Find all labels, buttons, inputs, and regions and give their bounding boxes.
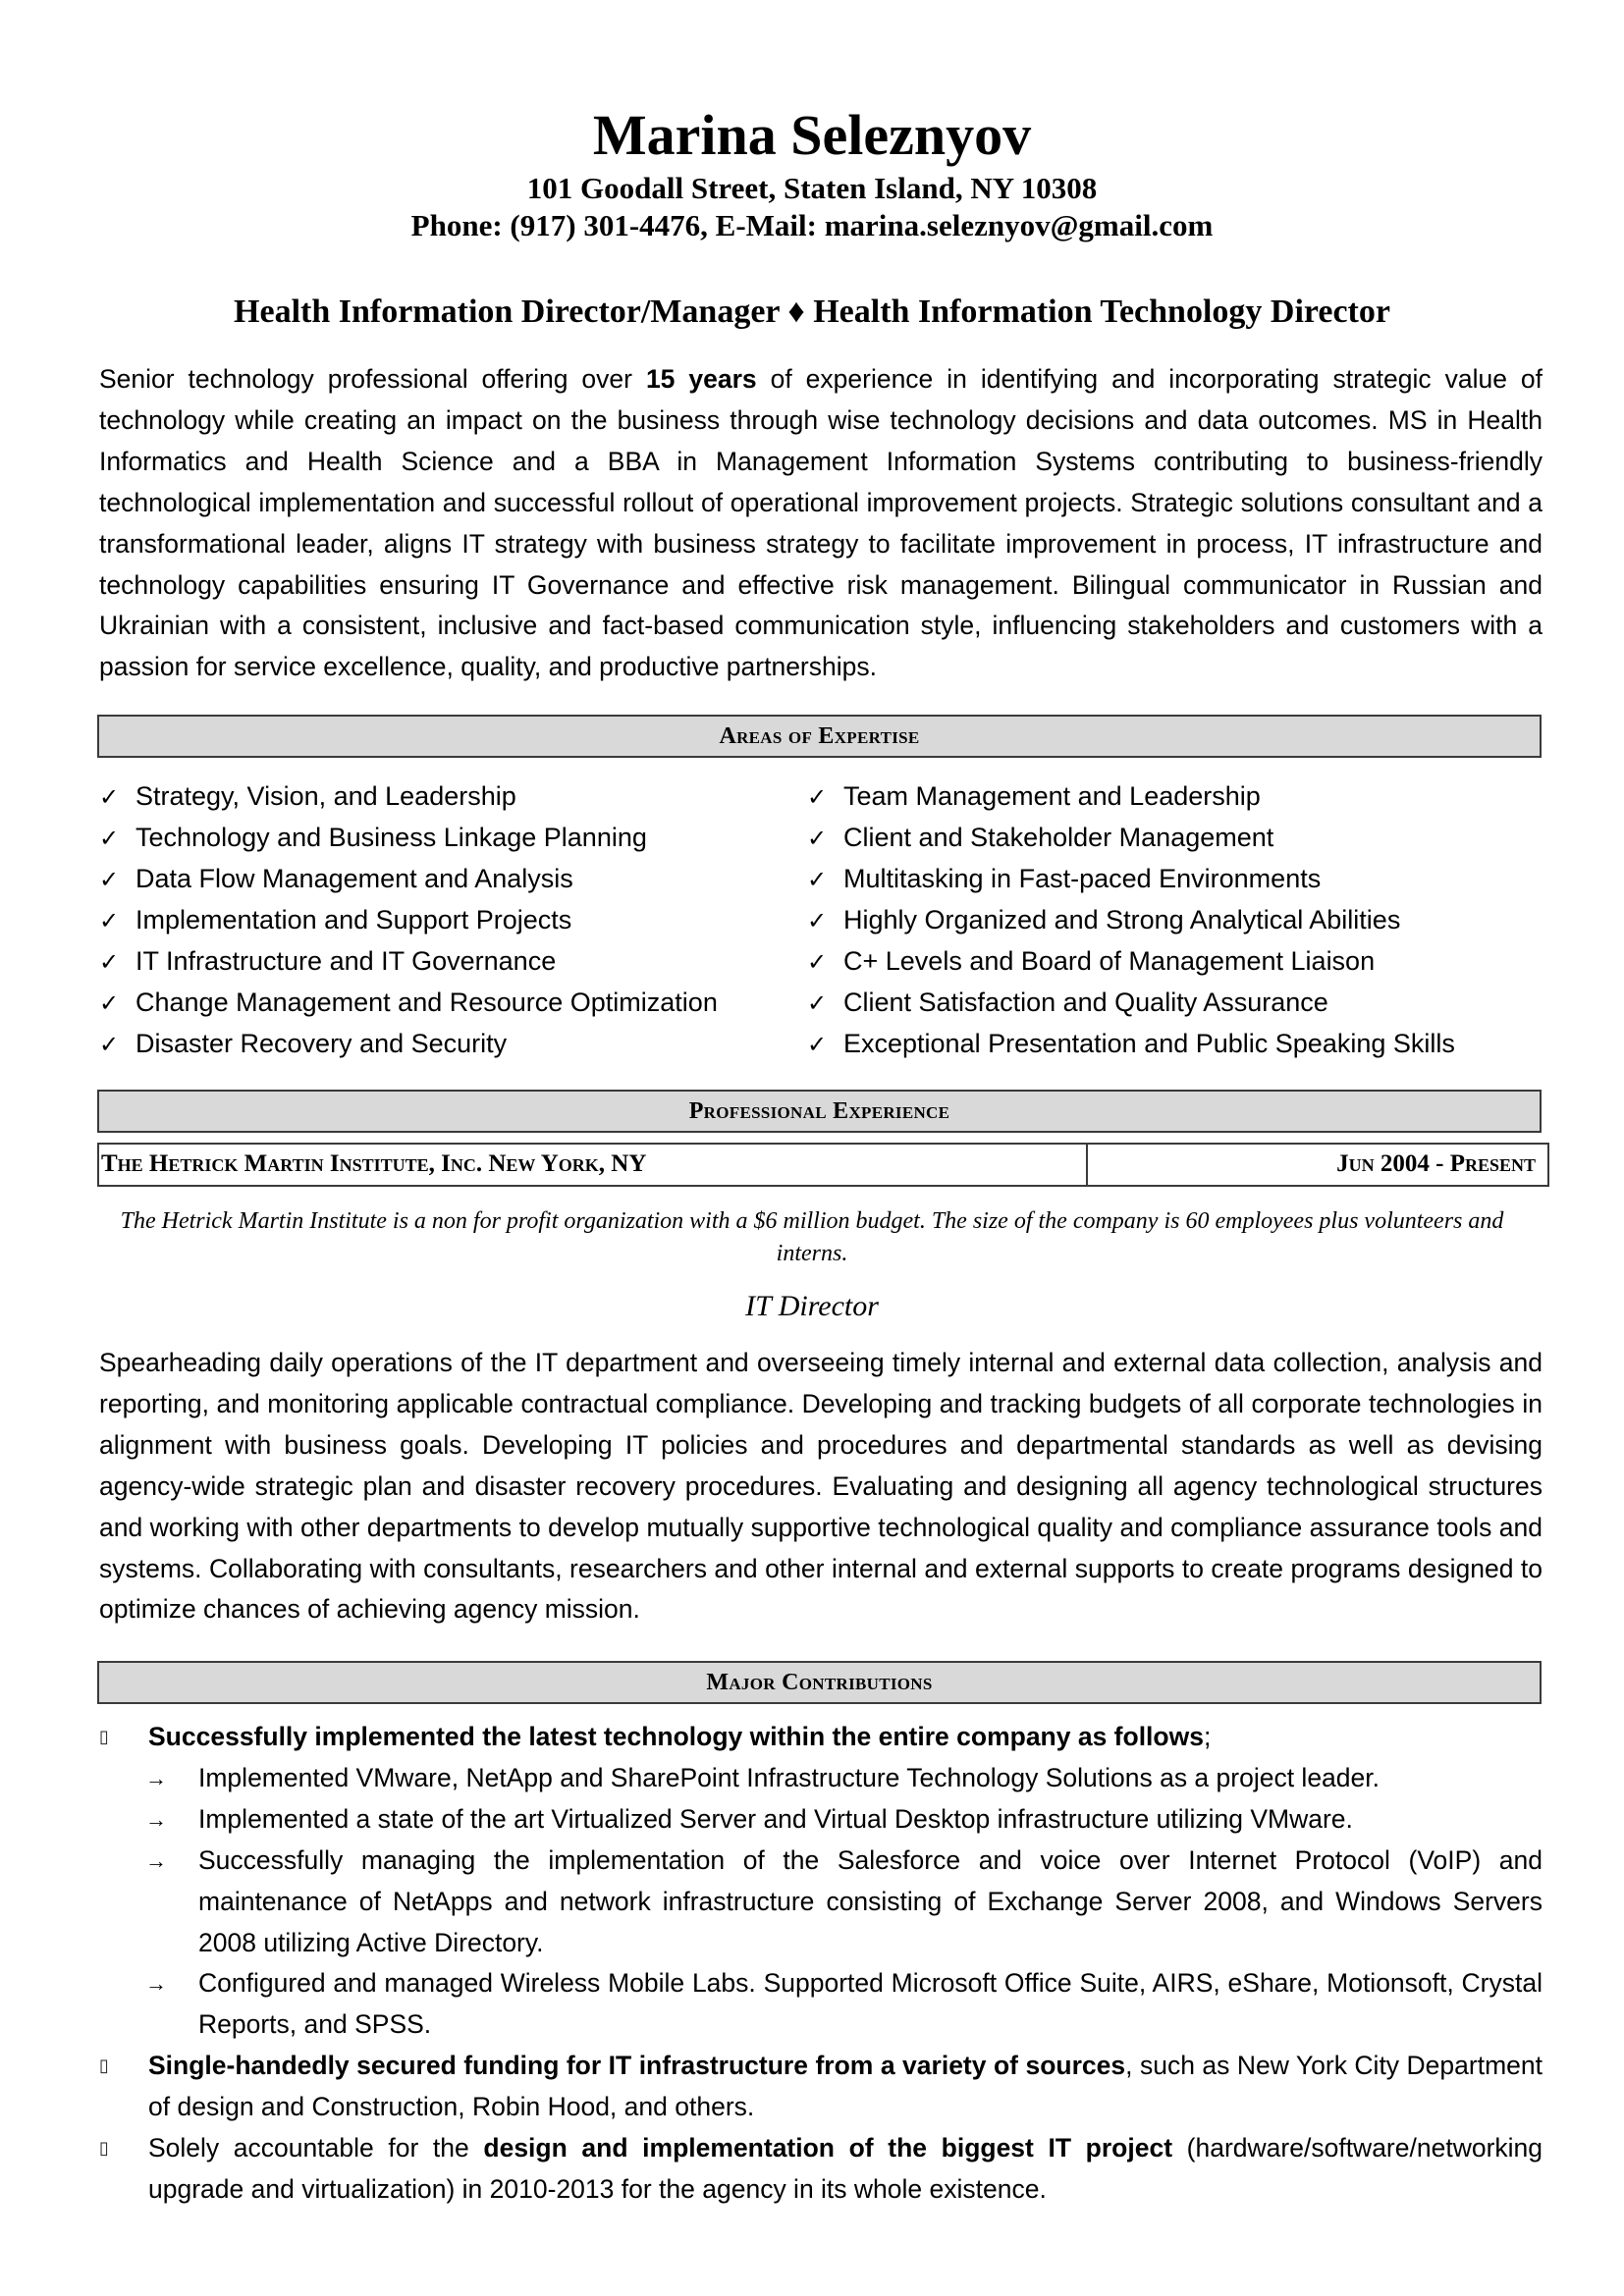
- arrow-right-icon: →: [145, 1765, 167, 1790]
- contribution-bold-text: design and implementation of the biggest IT project: [483, 2133, 1173, 2163]
- check-icon: ✓: [99, 948, 120, 976]
- expertise-item: [99, 817, 845, 858]
- arrow-right-icon: →: [145, 1971, 167, 1997]
- check-icon: ✓: [807, 825, 828, 852]
- summary-years: 15 years: [645, 364, 757, 394]
- contact-info: Phone: (917) 301-4476, E-Mail: marina.seleznyov@gmail.com: [410, 208, 1214, 242]
- expertise-label: Strategy, Vision, and Leadership: [135, 781, 516, 811]
- expertise-item: [807, 982, 1553, 1023]
- expertise-item: [99, 858, 845, 899]
- summary-text-rest: of experience in identifying and incorporating strategic value of technology while creating an impact on the business through wise technology decisions and data outcomes. MS in Health Informatics and Health Science and a BBA in Management Information Systems contributing to business-friendly technological implementation and successful rollout of operational improvement projects. Strategic solutions consultant and a transformational leader, aligns IT strategy with business strategy to facilitate improvement in process, IT infrastructure and technology capabilities ensuring IT Governance and effective risk management. Bilingual communicator in Russian and Ukrainian with a consistent, inclusive and fact-based communication style, influencing stakeholders and customers with a passion for service excellence, quality, and productive partnerships.: [99, 364, 1543, 682]
- expertise-item: [99, 940, 845, 982]
- contribution-text: ;: [1203, 1722, 1212, 1751]
- expertise-label: Technology and Business Linkage Planning: [135, 823, 647, 852]
- sub-contribution-item: [99, 1799, 1543, 1841]
- check-icon: ✓: [807, 866, 828, 893]
- contribution-text: , such as New York City Department of design and Construction, Robin Hood, and others.: [148, 2051, 1543, 2122]
- expertise-label: IT Infrastructure and IT Governance: [135, 946, 557, 976]
- contribution-bold-text: Successfully implemented the latest technology within the entire company as follows: [148, 1722, 1204, 1751]
- section-header-areas-of-expertise: Areas of Expertise: [97, 715, 1542, 758]
- expertise-label: Change Management and Resource Optimization: [135, 988, 718, 1017]
- check-icon: ✓: [99, 1031, 120, 1058]
- contributions-list: [99, 1717, 1543, 2211]
- check-icon: ✓: [99, 866, 120, 893]
- expertise-item: [99, 899, 845, 940]
- expertise-item: [99, 982, 845, 1023]
- sub-contribution-item: [99, 1963, 1543, 2046]
- expertise-item: [807, 1023, 1553, 1064]
- employment-dates: Jun 2004 - Present: [1336, 1150, 1536, 1177]
- check-icon: ✓: [99, 825, 120, 852]
- check-icon: ✓: [807, 783, 828, 811]
- expertise-label: Data Flow Management and Analysis: [135, 864, 573, 893]
- arrow-right-icon: →: [145, 1806, 167, 1832]
- check-icon: ✓: [807, 1031, 828, 1058]
- bullet-icon: ▯: [99, 1727, 109, 1746]
- check-icon: ✓: [807, 948, 828, 976]
- summary-paragraph: [99, 359, 1543, 688]
- expertise-item: [99, 775, 845, 817]
- contribution-item: [99, 2128, 1543, 2211]
- expertise-label: Client and Stakeholder Management: [843, 823, 1274, 852]
- contribution-item: [99, 2046, 1543, 2128]
- expertise-item: [807, 940, 1553, 982]
- company-name: The Hetrick Martin Institute, Inc. New York, NY: [99, 1145, 1088, 1185]
- summary-text: Senior technology professional offering over: [99, 364, 646, 394]
- arrow-right-icon: →: [145, 1847, 167, 1873]
- candidate-name: Marina Seleznyov: [592, 103, 1032, 167]
- contribution-bold-text: Single-handedly secured funding for IT infrastructure from a variety of sources: [148, 2051, 1126, 2081]
- company-description: The Hetrick Martin Institute is a non for profit organization with a $6 million budget. The size of the company is 60 employees plus volunteers and interns.: [120, 1208, 1504, 1266]
- check-icon: ✓: [807, 989, 828, 1017]
- bullet-icon: ▯: [99, 2138, 109, 2159]
- expertise-item: [807, 775, 1553, 817]
- expertise-label: Exceptional Presentation and Public Speaking Skills: [843, 1029, 1455, 1058]
- expertise-label: Disaster Recovery and Security: [135, 1029, 508, 1058]
- check-icon: ✓: [807, 907, 828, 934]
- job-description: Spearheading daily operations of the IT department and overseeing timely internal and external data collection, analysis and reporting, and monitoring applicable contractual compliance. Developing and tracking budgets of all corporate technologies in alignment with business goals. Developing IT policies and procedures and departmental standards as well as devising agency-wide strategic plan and disaster recovery procedures. Evaluating and designing all agency technological structures and working with other departments to develop mutually supportive technological quality and compliance assurance tools and systems. Collaborating with consultants, researchers and other internal and external supports to create programs designed to optimize chances of achieving agency mission.: [99, 1348, 1543, 1625]
- sub-contribution-text: Successfully managing the implementation of the Salesforce and voice over Internet Protocol (VoIP) and maintenance of NetApps and network infrastructure consisting of Exchange Server 2008, and Windows Servers 2008 utilizing Active Directory.: [198, 1844, 1543, 1957]
- sub-contribution-item: [99, 1841, 1543, 1964]
- sub-contribution-text: Implemented a state of the art Virtualized Server and Virtual Desktop infrastructure utilizing VMware.: [198, 1803, 1353, 1834]
- expertise-item: [99, 1023, 845, 1064]
- headline: Health Information Director/Manager ♦ Health Information Technology Director: [234, 294, 1390, 330]
- contribution-item: [99, 1717, 1543, 1758]
- expertise-label: Team Management and Leadership: [843, 781, 1261, 811]
- expertise-column-right: [807, 775, 1553, 1064]
- expertise-label: Client Satisfaction and Quality Assurance: [843, 988, 1328, 1017]
- contribution-text: Solely accountable for the: [148, 2133, 484, 2163]
- job-title: IT Director: [745, 1290, 879, 1322]
- expertise-label: Highly Organized and Strong Analytical Abilities: [843, 905, 1401, 934]
- job-header-table: [97, 1143, 1549, 1187]
- contribution-text: (hardware/software/networking upgrade and virtualization) in 2010-2013 for the agency in its whole existence.: [148, 2133, 1543, 2204]
- expertise-column-left: [99, 775, 845, 1064]
- bullet-icon: ▯: [99, 2056, 109, 2076]
- expertise-label: Multitasking in Fast-paced Environments: [843, 864, 1322, 893]
- check-icon: ✓: [99, 989, 120, 1017]
- check-icon: ✓: [99, 783, 120, 811]
- section-header-professional-experience: Professional Experience: [97, 1090, 1542, 1133]
- expertise-label: C+ Levels and Board of Management Liaison: [843, 946, 1376, 976]
- section-header-major-contributions: Major Contributions: [97, 1661, 1542, 1704]
- expertise-item: [807, 899, 1553, 940]
- address: 101 Goodall Street, Staten Island, NY 10308: [526, 171, 1098, 205]
- expertise-label: Implementation and Support Projects: [135, 905, 572, 934]
- sub-contribution-text: Configured and managed Wireless Mobile Labs. Supported Microsoft Office Suite, AIRS, eShare, Motionsoft, Crystal Reports, and SPSS.: [198, 1968, 1543, 2040]
- sub-contribution-text: Implemented VMware, NetApp and SharePoint Infrastructure Technology Solutions as a project leader.: [198, 1762, 1380, 1792]
- expertise-item: [807, 858, 1553, 899]
- sub-contribution-item: [99, 1758, 1543, 1799]
- check-icon: ✓: [99, 907, 120, 934]
- expertise-item: [807, 817, 1553, 858]
